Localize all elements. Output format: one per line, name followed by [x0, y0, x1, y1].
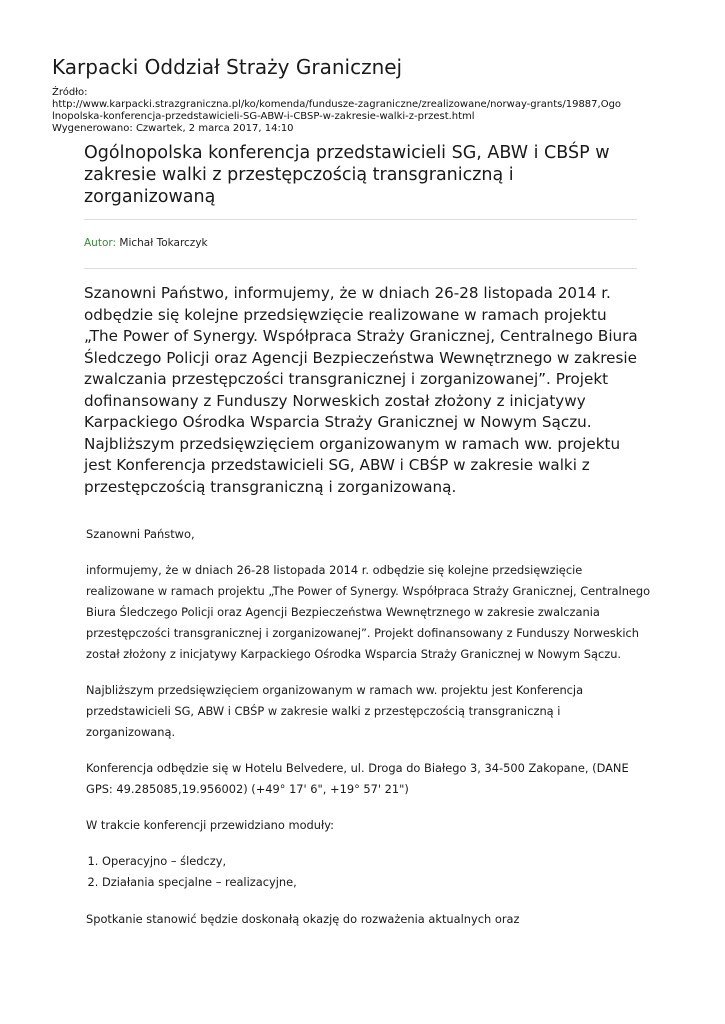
source-url-line-2[interactable]: lnopolska-konferencja-przedstawicieli-SG-ABW-i-CBSP-w-zakresie-walki-z-przest.html	[52, 111, 475, 122]
paragraph-location: Konferencja odbędzie się w Hotelu Belvedere, ul. Droga do Białego 3, 34-500 Zakopane, (DANE GPS: 49.285085,19.956002) (+49° 17' 6", +19° 57' 21")	[86, 761, 629, 796]
greeting: Szanowni Państwo,	[86, 527, 195, 541]
paragraph-modules-intro: W trakcie konferencji przewidziano moduły:	[86, 818, 334, 832]
site-title: Karpacki Oddział Straży Granicznej	[52, 55, 403, 79]
author-line	[84, 236, 208, 250]
divider-top	[84, 219, 637, 220]
list-item: 1. Operacyjno – śledczy,	[102, 851, 651, 872]
paragraph-intro: informujemy, że w dniach 26-28 listopada 2014 r. odbędzie się kolejne przedsięwzięcie realizowane w ramach projektu „The Power of Synergy. Współpraca Straży Granicznej, Centralnego Biura Śledczego Policji oraz Agencji Bezpieczeństwa Wewnętrznego w zakresie zwalczania przestępczości transgranicznej i zorganizowanej”. Projekt dofinansowany z Funduszy Norweskich został złożony z inicjatywy Karpackiego Ośrodka Wsparcia Straży Granicznej w Nowym Sączu.	[86, 563, 651, 661]
article-body	[86, 524, 651, 945]
article-lead: Szanowni Państwo, informujemy, że w dniach 26-28 listopada 2014 r. odbędzie się kolejne przedsięwzięcie realizowane w ramach projektu „The Power of Synergy. Współpraca Straży Granicznej, Centralnego Biura Śledczego Policji oraz Agencji Bezpieczeństwa Wewnętrznego w zakresie zwalczania przestępczości transgranicznej i zorganizowanej”. Projekt dofinansowany z Funduszy Norweskich został złożony z inicjatywy Karpackiego Ośrodka Wsparcia Straży Granicznej w Nowym Sączu. Najbliższym przedsięwzięciem organizowanym w ramach ww. projektu jest Konferencja przedstawicieli SG, ABW i CBŚP w zakresie walki z przestępczością transgraniczną i zorganizowaną.	[84, 284, 638, 496]
source-label: Źródło:	[52, 87, 88, 98]
paragraph-closing: Spotkanie stanowić będzie doskonałą okazję do rozważenia aktualnych oraz	[86, 912, 520, 926]
source-url-line-1[interactable]: http://www.karpacki.strazgraniczna.pl/ko/komenda/fundusze-zagraniczne/zrealizowane/norway-grants/19887,Ogo	[52, 99, 622, 110]
author-label: Autor:	[84, 237, 117, 249]
paragraph-next-event: Najbliższym przedsięwzięciem organizowanym w ramach ww. projektu jest Konferencja przedstawicieli SG, ABW i CBŚP w zakresie walki z przestępczością transgraniczną i zorganizowaną.	[86, 683, 584, 739]
article-title: Ogólnopolska konferencja przedstawicieli SG, ABW i CBŚP w zakresie walki z przestępczością transgraniczną i zorganizowaną	[84, 143, 610, 207]
list-item: 2. Działania specjalne – realizacyjne,	[102, 872, 651, 893]
source-meta	[52, 87, 682, 135]
generated-date: Wygenerowano: Czwartek, 2 marca 2017, 14:10	[52, 123, 294, 134]
modules-list	[86, 851, 651, 893]
divider-bottom	[84, 268, 637, 269]
author-name: Michał Tokarczyk	[119, 237, 208, 249]
